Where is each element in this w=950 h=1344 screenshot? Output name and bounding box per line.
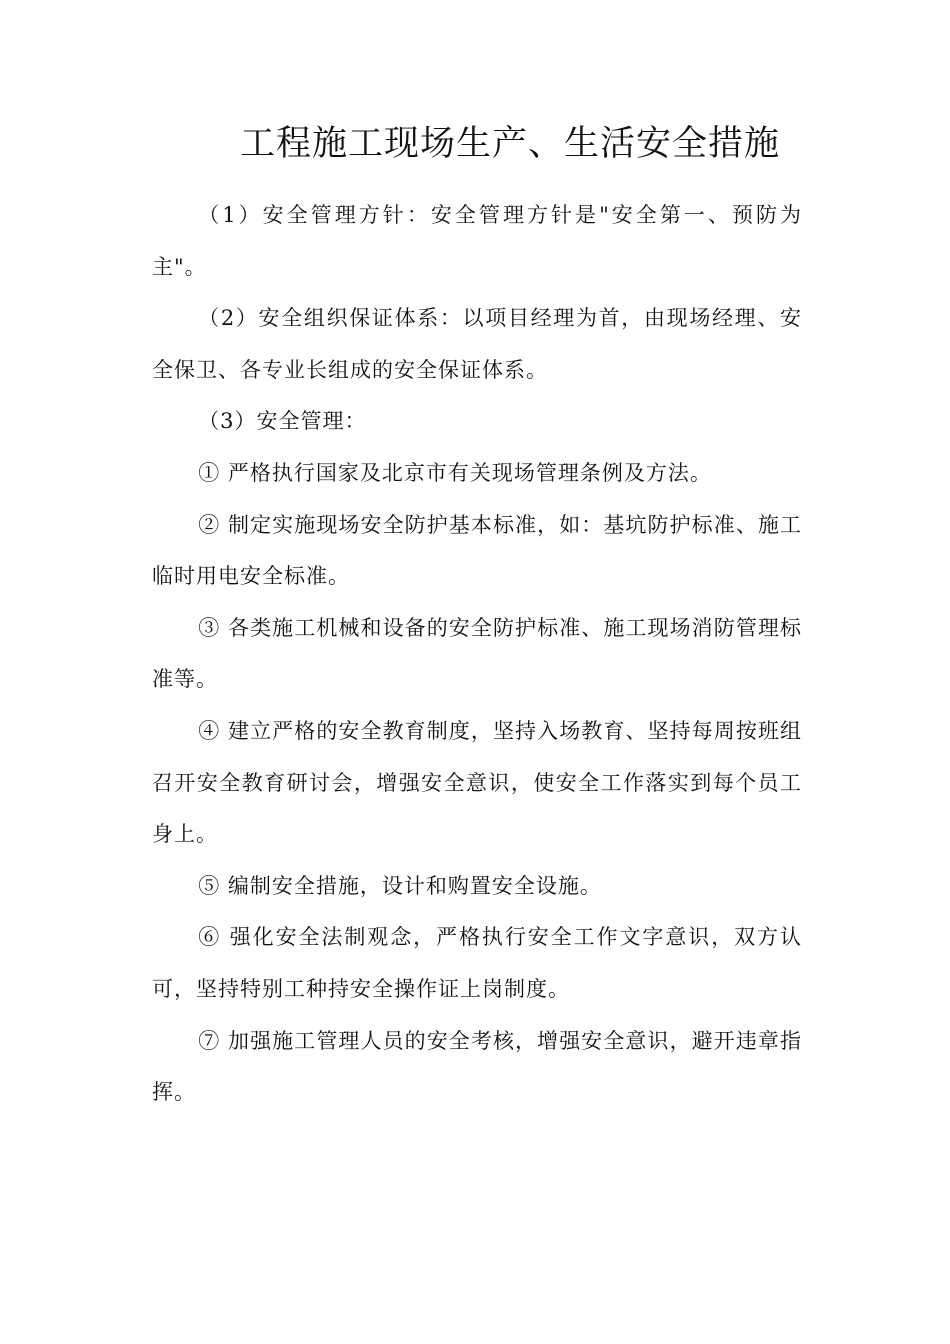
paragraph-management-heading: （3）安全管理： bbox=[198, 409, 367, 434]
list-item-2: ② 制定实施现场安全防护基本标准，如：基坑防护标准、施工临时用电安全标准。 bbox=[152, 512, 802, 589]
list-item-3: ③ 各类施工机械和设备的安全防护标准、施工现场消防管理标准等。 bbox=[152, 615, 802, 692]
list-item-6: ⑥ 强化安全法制观念，严格执行安全工作文字意识，双方认可，坚持特别工种持安全操作证上岗制度。 bbox=[152, 925, 802, 1001]
paragraph-policy: （1）安全管理方针：安全管理方针是"安全第一、预防为主"。 bbox=[152, 203, 802, 279]
list-item-4: ④ 建立严格的安全教育制度，坚持入场教育、坚持每周按班组召开安全教育研讨会，增强安全意识，使安全工作落实到每个员工身上。 bbox=[152, 718, 802, 847]
list-item-5: ⑤ 编制安全措施，设计和购置安全设施。 bbox=[198, 873, 602, 898]
document-body bbox=[152, 190, 802, 1119]
document-title: 工程施工现场生产、生活安全措施 bbox=[239, 124, 780, 164]
list-item-7: ⑦ 加强施工管理人员的安全考核，增强安全意识，避开违章指挥。 bbox=[152, 1028, 802, 1105]
paragraph-organization: （2）安全组织保证体系：以项目经理为首，由现场经理、安全保卫、各专业长组成的安全保证体系。 bbox=[152, 306, 802, 382]
list-item-1: ① 严格执行国家及北京市有关现场管理条例及方法。 bbox=[198, 460, 712, 485]
